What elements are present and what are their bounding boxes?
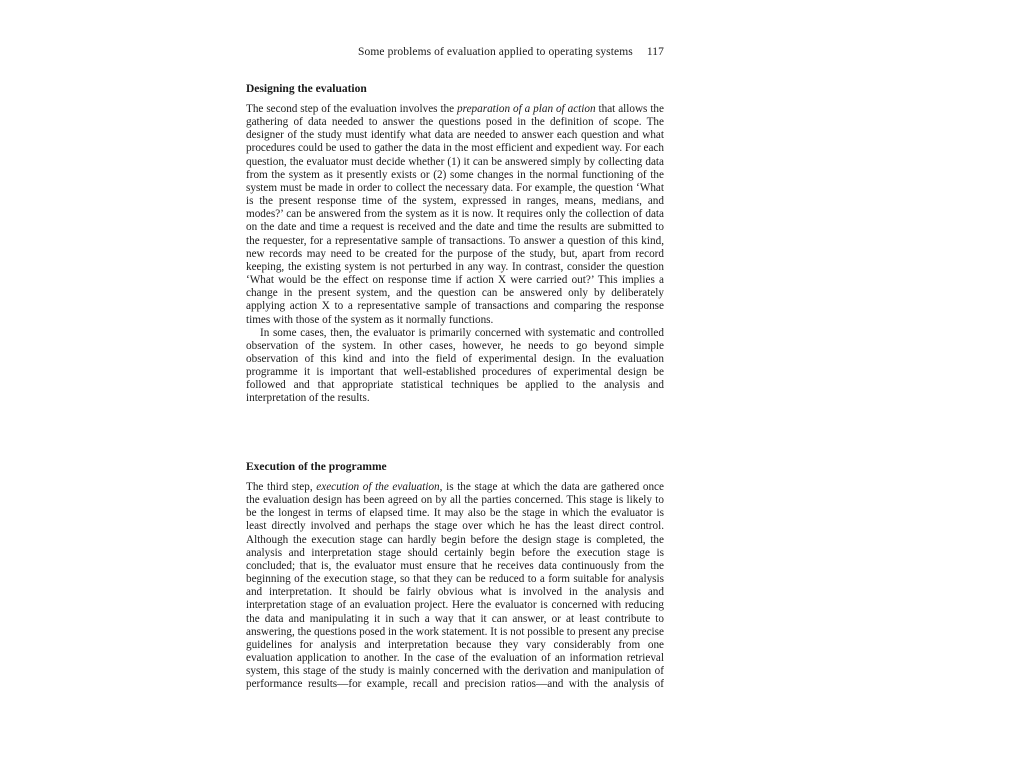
page-number: 117 (646, 46, 664, 58)
emphasis-text: preparation of a plan of action (457, 103, 596, 115)
section-execution-programme (246, 460, 664, 692)
paragraph (246, 327, 664, 406)
paragraph-text: that allows the gathering of data needed to answer the questions posed in the definition of scope. The designer of the study must identify what data are needed to answer each question and what procedures could be used to gather the data in the most efficient and expedient way. For each question, the evaluator must decide whether (1) it can be answered simply by collecting data from the system as it presently exists or (2) some changes in the normal functioning of the system must be made in order to collect the necessary data. For example, the question ‘What is the present response time of the system, expressed in ranges, means, medians, and modes?’ can be answered from the system as it is now. It requires only the collection of data on the date and time a request is received and the date and time the results are submitted to the requester, for a representative sample of transactions. To answer a question of this kind, new records may need to be created for the purpose of the study, but, apart from record keeping, the existing system is not perturbed in any way. In contrast, consider the question ‘What would be the effect on response time if action X were carried out?’ This implies a change in the present system, and the question can be answered only by deliberately applying action X to a representative sample of transactions and comparing the response times with those of the system as it normally functions. (246, 103, 664, 326)
paragraph (246, 103, 664, 327)
paragraph-text: The third step, (246, 481, 317, 493)
paragraph-text: In some cases, then, the evaluator is primarily concerned with systematic and controlled observation of the system. In other cases, however, he needs to go beyond simple observation of this kind and into the field of experimental design. In the evaluation programme it is important that well-established procedures of experimental design be followed and that appropriate statistical techniques be applied to the analysis and interpretation of the results. (246, 326, 664, 405)
section-heading: Execution of the programme (246, 461, 387, 473)
running-header (344, 46, 664, 58)
paragraph-text: The second step of the evaluation involves the (246, 103, 458, 115)
emphasis-text: execution of the evaluation (316, 481, 440, 493)
running-title: Some problems of evaluation applied to operating systems (358, 46, 633, 58)
paragraph (246, 481, 664, 692)
section-heading: Designing the evaluation (246, 83, 367, 95)
section-designing-evaluation (246, 82, 664, 406)
paragraph-text: , is the stage at which the data are gathered once the evaluation design has been agreed on by all the parties concerned. This stage is likely to be the longest in terms of elapsed time. It may also be the stage in which the evaluator is least directly involved and perhaps the stage over which he has the least direct control. Although the execution stage can hardly begin before the design stage is completed, the analysis and interpretation stage should certainly begin before the execution stage is concluded; that is, the evaluator must ensure that he receives data continuously from the beginning of the execution stage, so that they can be reduced to a form suitable for analysis and interpretation. It should be fairly obvious what is involved in the analysis and interpretation stage of an evaluation project. Here the evaluator is concerned with reducing the data and manipulating it in such a way that it can answer, or at least contribute to answering, the questions posed in the work statement. It is not possible to present any precise guidelines for analysis and interpretation because they vary considerably from one evaluation application to another. In the case of the evaluation of an information retrieval system, this stage of the study is mainly concerned with the derivation and manipulation of performance results—for example, recall and precision ratios—and with the analysis of (246, 481, 664, 691)
